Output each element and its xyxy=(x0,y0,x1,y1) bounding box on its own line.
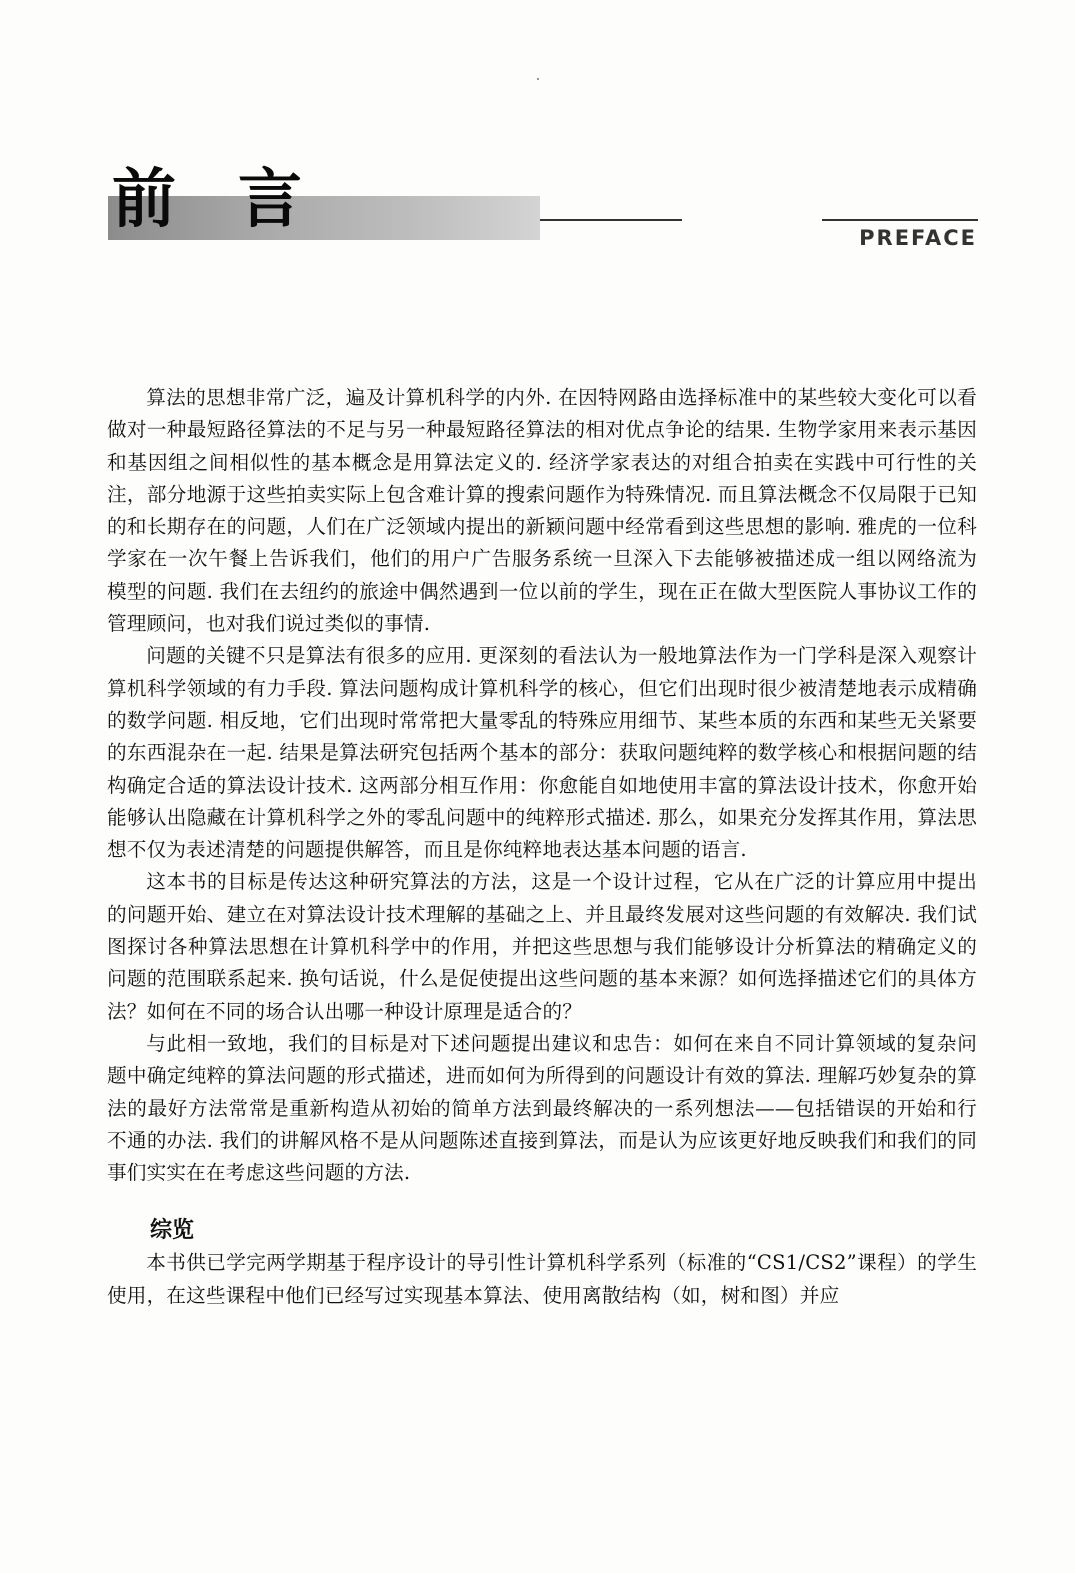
paragraph-4: 与此相一致地，我们的目标是对下述问题提出建议和忠告：如何在来自不同计算领域的复杂问题中确定纯粹的算法问题的形式描述，进而如何为所得到的问题设计有效的算法. 理解巧妙复杂的算法的最好方法常常是重新构造从初始的简单方法到最终解决的一系列想法——包括错误的开始和行不通的办法. 我们的讲解风格不是从问题陈述直接到算法，而是认为应该更好地反映我们和我们的同事们实实在在考虑这些问题的方法. xyxy=(107,1031,977,1185)
english-title: PREFACE xyxy=(859,226,977,250)
header-rule-right xyxy=(822,219,978,221)
header-rule xyxy=(540,219,682,221)
page-title: 前言 xyxy=(112,163,364,237)
paragraph-1: 算法的思想非常广泛，遍及计算机科学的内外. 在因特网路由选择标准中的某些较大变化可以看做对一种最短路径算法的不足与另一种最短路径算法的相对优点争论的结果. 生物学家用来表示基因和基因组之间相似性的基本概念是用算法定义的. 经济学家表达的对组合拍卖在实践中可行性的关注，部分地源于这些拍卖实际上包含难计算的搜索问题作为特殊情况. 而且算法概念不仅局限于已知的和长期存在的问题，人们在广泛领域内提出的新颖问题中经常看到这些思想的影响. 雅虎的一位科学家在一次午餐上告诉我们，他们的用户广告服务系统一旦深入下去能够被描述成一组以网络流为模型的问题. 我们在去纽约的旅途中偶然遇到一位以前的学生，现在正在做大型医院人事协议工作的管理顾问，也对我们说过类似的事情. xyxy=(107,386,977,636)
paragraph-3: 这本书的目标是传达这种研究算法的方法，这是一个设计过程，它从在广泛的计算应用中提出的问题开始、建立在对算法设计技术理解的基础之上、并且最终发展对这些问题的有效解决. 我们试图探讨各种算法思想在计算机科学中的作用，并把这些思想与我们能够设计分析算法的精确定义的问题的范围联系起来. 换句话说，什么是促使提出这些问题的基本来源？如何选择描述它们的具体方法？如何在不同的场合认出哪一种设计原理是适合的？ xyxy=(107,870,977,1023)
scan-speck xyxy=(537,78,539,80)
section-paragraph: 本书供已学完两学期基于程序设计的导引性计算机科学系列（标准的“CS1/CS2”课程）的学生使用，在这些课程中他们已经写过实现基本算法、使用离散结构（如，树和图）并应 xyxy=(107,1251,977,1307)
paragraph-2: 问题的关键不只是算法有很多的应用. 更深刻的看法认为一般地算法作为一门学科是深入观察计算机科学领域的有力手段. 算法问题构成计算机科学的核心，但它们出现时很少被清楚地表示成精确的数学问题. 相反地，它们出现时常常把大量零乱的特殊应用细节、某些本质的东西和某些无关紧要的东西混杂在一起. 结果是算法研究包括两个基本的部分：获取问题纯粹的数学核心和根据问题的结构确定合适的算法设计技术. 这两部分相互作用：你愈能自如地使用丰富的算法设计技术，你愈开始能够认出隐藏在计算机科学之外的零乱问题中的纯粹形式描述. 那么，如果充分发挥其作用，算法思想不仅为表述清楚的问题提供解答，而且是你纯粹地表达基本问题的语言. xyxy=(107,644,977,862)
body-text xyxy=(107,382,977,1312)
section-heading: 综览 xyxy=(150,1218,195,1244)
